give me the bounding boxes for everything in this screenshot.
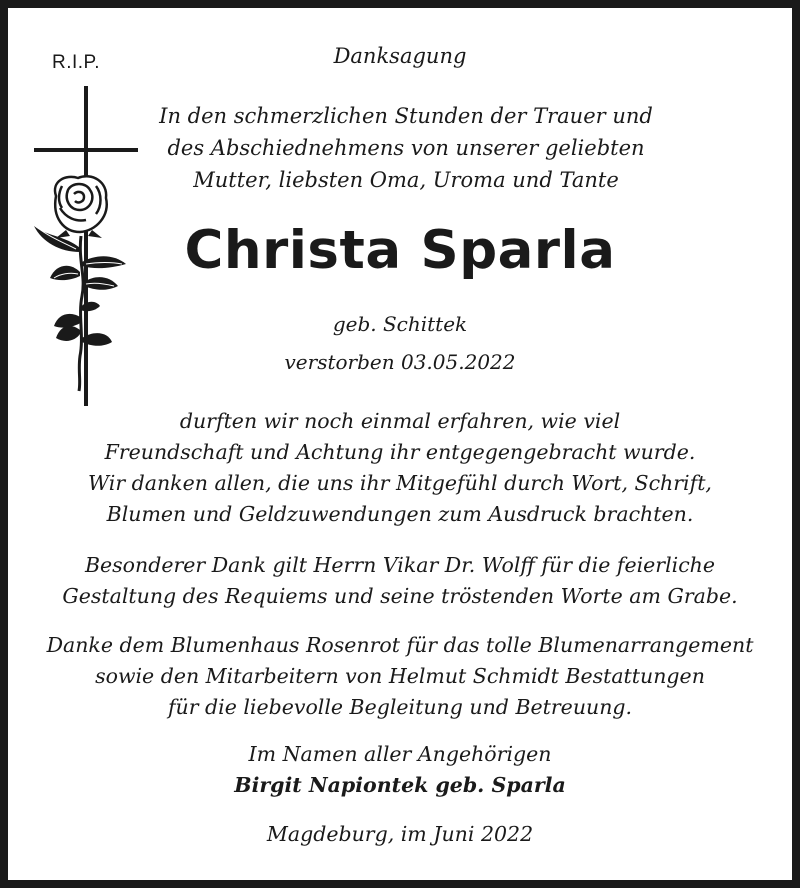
paragraph-line: Besonderer Dank gilt Herrn Vikar Dr. Wolff für die feierliche [84,553,716,577]
paragraph-line: Freundschaft und Achtung ihr entgegengebracht wurde. [104,440,696,464]
paragraph-line: durften wir noch einmal erfahren, wie viel [179,409,621,433]
deceased-name: Christa Sparla [184,220,616,281]
paragraph-line: Wir danken allen, die uns ihr Mitgefühl durch Wort, Schrift, [88,471,712,495]
birth-name: geb. Schittek [332,312,468,336]
place-date: Magdeburg, im Juni 2022 [266,822,534,846]
paragraph-line: sowie den Mitarbeitern von Helmut Schmidt Bestattungen [95,664,705,688]
rip-label: R.I.P. [52,52,101,73]
paragraph-line: Blumen und Geldzuwendungen zum Ausdruck brachten. [106,502,694,526]
thanks-paragraph-1 [8,406,792,530]
thanks-paragraph-2 [8,550,792,612]
thanks-paragraph-3 [8,630,792,723]
signature-line: Im Namen aller Angehörigen [248,742,552,766]
paragraph-line: für die liebevolle Begleitung und Betreuung. [167,695,633,719]
paragraph-line: Danke dem Blumenhaus Rosenrot für das tolle Blumenarrangement [46,633,754,657]
paragraph-line: Gestaltung des Requiems und seine tröstenden Worte am Grabe. [62,584,738,608]
death-date: verstorben 03.05.2022 [284,350,516,374]
intro-text [8,100,792,196]
signature-name: Birgit Napiontek geb. Sparla [234,773,566,797]
intro-line: Mutter, liebsten Oma, Uroma und Tante [193,168,619,192]
intro-line: In den schmerzlichen Stunden der Trauer und [159,104,653,128]
heading: Danksagung [333,44,467,68]
intro-line: des Abschiednehmens von unserer geliebten [167,136,645,160]
